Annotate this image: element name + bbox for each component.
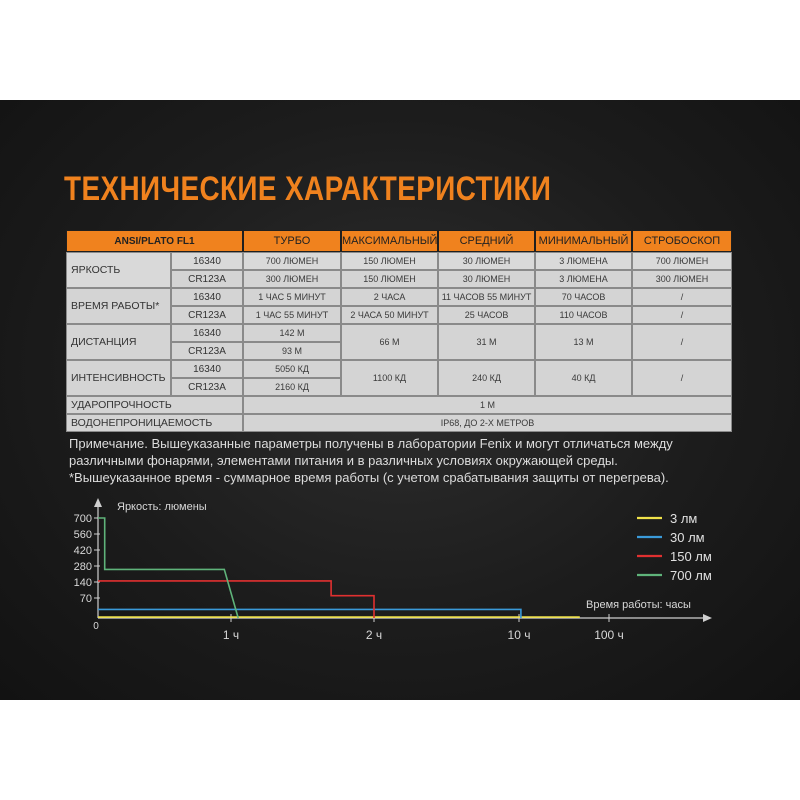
y-tick-label: 280 xyxy=(73,561,92,573)
param-impact: УДАРОПРОЧНОСТЬ xyxy=(66,396,243,414)
y-tick-label: 560 xyxy=(73,529,92,541)
note-runtime: *Вышеуказанное время - суммарное время работы (с учетом срабатывания защиты от перегрева). xyxy=(69,470,669,485)
legend-label: 700 лм xyxy=(670,568,712,583)
table-row xyxy=(66,288,732,306)
battery-cell: CR123A xyxy=(171,306,243,324)
table-cell: 40 КД xyxy=(535,360,632,396)
table-cell: 70 ЧАСОВ xyxy=(535,288,632,306)
y-tick-label: 700 xyxy=(73,513,92,525)
header-max: МАКСИМАЛЬНЫЙ xyxy=(341,230,438,252)
table-cell: 1 ЧАС 55 МИНУТ xyxy=(243,306,341,324)
product-spec-panel xyxy=(0,100,800,700)
table-cell: 5050 КД xyxy=(243,360,341,378)
notes xyxy=(69,435,735,486)
header-ansi: ANSI/PLATO FL1 xyxy=(66,230,243,252)
table-cell: 31 М xyxy=(438,324,535,360)
table-cell: / xyxy=(632,288,732,306)
table-cell: 1100 КД xyxy=(341,360,438,396)
table-cell: 2 ЧАСА xyxy=(341,288,438,306)
y-tick-label: 140 xyxy=(73,577,92,589)
y-axis-arrow-icon xyxy=(94,498,102,507)
table-cell: / xyxy=(632,360,732,396)
param-intensity: ИНТЕНСИВНОСТЬ xyxy=(66,360,171,396)
legend-label: 30 лм xyxy=(670,530,705,545)
header-turbo: ТУРБО xyxy=(243,230,341,252)
y-axis-label: Яркость: люмены xyxy=(117,501,207,513)
table-cell: 30 ЛЮМЕН xyxy=(438,270,535,288)
table-cell: 240 КД xyxy=(438,360,535,396)
table-row xyxy=(66,324,732,342)
table-cell: / xyxy=(632,306,732,324)
y-tick-label: 420 xyxy=(73,545,92,557)
param-brightness: ЯРКОСТЬ xyxy=(66,252,171,288)
table-cell: 150 ЛЮМЕН xyxy=(341,270,438,288)
header-min: МИНИМАЛЬНЫЙ xyxy=(535,230,632,252)
battery-cell: 16340 xyxy=(171,288,243,306)
table-cell: 93 М xyxy=(243,342,341,360)
param-waterproof: ВОДОНЕПРОНИЦАЕМОСТЬ xyxy=(66,414,243,432)
table-cell: 1 ЧАС 5 МИНУТ xyxy=(243,288,341,306)
table-cell: 1 М xyxy=(243,396,732,414)
table-row xyxy=(66,414,732,432)
x-tick-label: 100 ч xyxy=(594,628,624,640)
legend-label: 3 лм xyxy=(670,511,698,526)
table-cell: 11 ЧАСОВ 55 МИНУТ xyxy=(438,288,535,306)
table-cell: 700 ЛЮМЕН xyxy=(632,252,732,270)
battery-cell: CR123A xyxy=(171,270,243,288)
table-cell: 700 ЛЮМЕН xyxy=(243,252,341,270)
header-mid: СРЕДНИЙ xyxy=(438,230,535,252)
table-cell: 150 ЛЮМЕН xyxy=(341,252,438,270)
x-tick-label: 2 ч xyxy=(365,628,383,640)
page-title: ТЕХНИЧЕСКИЕ ХАРАКТЕРИСТИКИ xyxy=(64,170,552,208)
x-tick-label: 1 ч xyxy=(222,628,240,640)
table-cell: 300 ЛЮМЕН xyxy=(243,270,341,288)
table-cell: 142 М xyxy=(243,324,341,342)
table-cell: 25 ЧАСОВ xyxy=(438,306,535,324)
x-tick-label: 10 ч xyxy=(507,628,531,640)
y-axis-ticks xyxy=(74,513,100,632)
table-cell: 66 М xyxy=(341,324,438,360)
table-cell: 2 ЧАСА 50 МИНУТ xyxy=(341,306,438,324)
battery-cell: CR123A xyxy=(171,378,243,396)
battery-cell: 16340 xyxy=(171,252,243,270)
table-cell: IP68, ДО 2-Х МЕТРОВ xyxy=(243,414,732,432)
table-cell: 3 ЛЮМЕНА xyxy=(535,252,632,270)
table-cell: / xyxy=(632,324,732,360)
chart-axes xyxy=(94,498,712,622)
table-row xyxy=(66,252,732,270)
legend-label: 150 лм xyxy=(670,549,712,564)
param-runtime: ВРЕМЯ РАБОТЫ* xyxy=(66,288,171,324)
x-axis-label: Время работы: часы xyxy=(586,599,691,611)
table-cell: 13 М xyxy=(535,324,632,360)
runtime-chart xyxy=(0,490,800,640)
chart-series xyxy=(98,518,579,618)
battery-cell: 16340 xyxy=(171,360,243,378)
chart-legend xyxy=(637,511,712,583)
battery-cell: 16340 xyxy=(171,324,243,342)
table-cell: 2160 КД xyxy=(243,378,341,396)
param-distance: ДИСТАНЦИЯ xyxy=(66,324,171,360)
y-tick-label: 70 xyxy=(79,593,92,605)
series-line xyxy=(98,617,579,618)
table-header-row xyxy=(66,230,732,252)
header-strobe: СТРОБОСКОП xyxy=(632,230,732,252)
table-cell: 110 ЧАСОВ xyxy=(535,306,632,324)
series-line xyxy=(98,518,238,618)
table-cell: 3 ЛЮМЕНА xyxy=(535,270,632,288)
spec-table xyxy=(66,230,732,432)
y-tick-label: 0 xyxy=(93,621,99,632)
x-axis-arrow-icon xyxy=(703,614,712,622)
note-text: Примечание. Вышеуказанные параметры получены в лаборатории Fenix и могут отличаться между различными фонарями, элементами питания и в различных условиях окружающей среды. xyxy=(69,436,673,468)
battery-cell: CR123A xyxy=(171,342,243,360)
table-row xyxy=(66,360,732,378)
table-cell: 30 ЛЮМЕН xyxy=(438,252,535,270)
table-cell: 300 ЛЮМЕН xyxy=(632,270,732,288)
table-row xyxy=(66,396,732,414)
